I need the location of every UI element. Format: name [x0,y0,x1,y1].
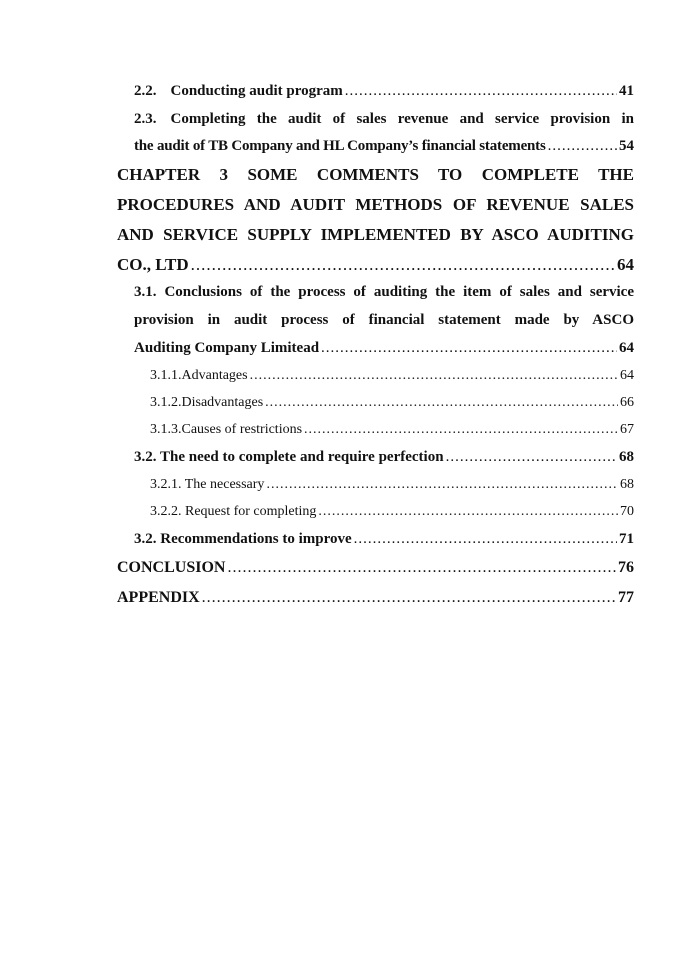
toc-page-number: 68 [620,477,634,492]
toc-title: 3.2. Recommendations to improve [134,531,352,547]
toc-title-continued: Auditing Company Limitead [134,340,320,356]
dot-leader [191,256,615,273]
toc-number: 2.3. [134,111,157,127]
toc-entry-3-1-1[interactable] [150,369,634,383]
chapter-title-continued: CO., LTD [117,255,189,274]
toc-entry-3-1-line3[interactable] [134,341,634,356]
toc-title: Disadvantages [181,395,264,410]
toc-title: Completing the audit of sales revenue and service provision in [170,111,634,127]
toc-page-number: 41 [619,83,634,99]
toc-title: CONCLUSION [117,559,226,576]
dot-leader [318,505,618,519]
toc-page-number: 66 [620,395,634,410]
toc-page-number: 76 [618,559,634,576]
toc-entry-3-2-1[interactable] [150,478,634,492]
toc-entry-3-2-2[interactable] [150,505,634,519]
toc-title: Causes of restrictions [181,422,303,437]
toc-title: 3.2. The need to complete and require perfection [134,449,444,465]
toc-title-continued: the audit of TB Company and HL Company’s financial statements [134,138,546,154]
toc-title: 3.2.2. Request for completing [150,504,317,519]
toc-title: 3.1. Conclusions of the process of auditing the item of sales and service [134,284,634,300]
toc-entry-2-3-line1[interactable] [134,112,634,127]
dot-leader [345,84,617,99]
toc-page-number: 64 [620,368,634,383]
toc-chapter-3-line3[interactable] [117,226,634,243]
toc-entry-3-2-recommendations[interactable] [134,532,634,547]
toc-entry-conclusion[interactable] [117,560,634,576]
dot-leader [321,341,617,356]
toc-entry-3-1-line1[interactable] [134,285,634,300]
dot-leader [304,423,618,437]
toc-title: Advantages [181,368,248,383]
toc-chapter-3-line2[interactable] [117,196,634,213]
toc-page-number: 64 [619,340,634,356]
toc-number: 2.2. [134,83,157,99]
chapter-title: CHAPTER 3 SOME COMMENTS TO COMPLETE THE [117,165,634,184]
toc-entry-3-1-2[interactable] [150,396,634,410]
chapter-title-continued: AND SERVICE SUPPLY IMPLEMENTED BY ASCO AUDITING [117,225,634,244]
toc-title-continued: provision in audit process of financial statement made by ASCO [134,312,634,328]
toc-number: 3.1.1. [150,368,182,383]
dot-leader [265,396,618,410]
toc-title: Conducting audit program [170,83,343,99]
dot-leader [266,478,618,492]
dot-leader [250,369,618,383]
dot-leader [354,532,617,547]
toc-entry-3-1-line2[interactable] [134,313,634,328]
toc-entry-2-3-line2[interactable] [134,139,634,154]
toc-page-number: 64 [617,255,634,274]
chapter-title-continued: PROCEDURES AND AUDIT METHODS OF REVENUE SALES [117,195,634,214]
dot-leader [548,139,617,154]
toc-entry-2-2[interactable] [134,84,634,99]
dot-leader [446,450,617,465]
dot-leader [227,560,616,576]
toc-entry-3-2[interactable] [134,450,634,465]
toc-number: 3.1.3. [150,422,182,437]
toc-page-number: 68 [619,449,634,465]
toc-page-number: 71 [619,531,634,547]
dot-leader [202,590,616,606]
toc-page-number: 77 [618,589,634,606]
toc-title: APPENDIX [117,589,200,606]
toc-title: 3.2.1. The necessary [150,477,265,492]
toc-entry-appendix[interactable] [117,590,634,606]
toc-number: 3.1.2. [150,395,182,410]
toc-entry-3-1-3[interactable] [150,423,634,437]
toc-page-number: 67 [620,422,634,437]
toc-chapter-3-line4[interactable] [117,256,634,273]
toc-chapter-3-line1[interactable] [117,166,634,183]
toc-page-number: 54 [619,138,634,154]
toc-page-number: 70 [620,504,634,519]
